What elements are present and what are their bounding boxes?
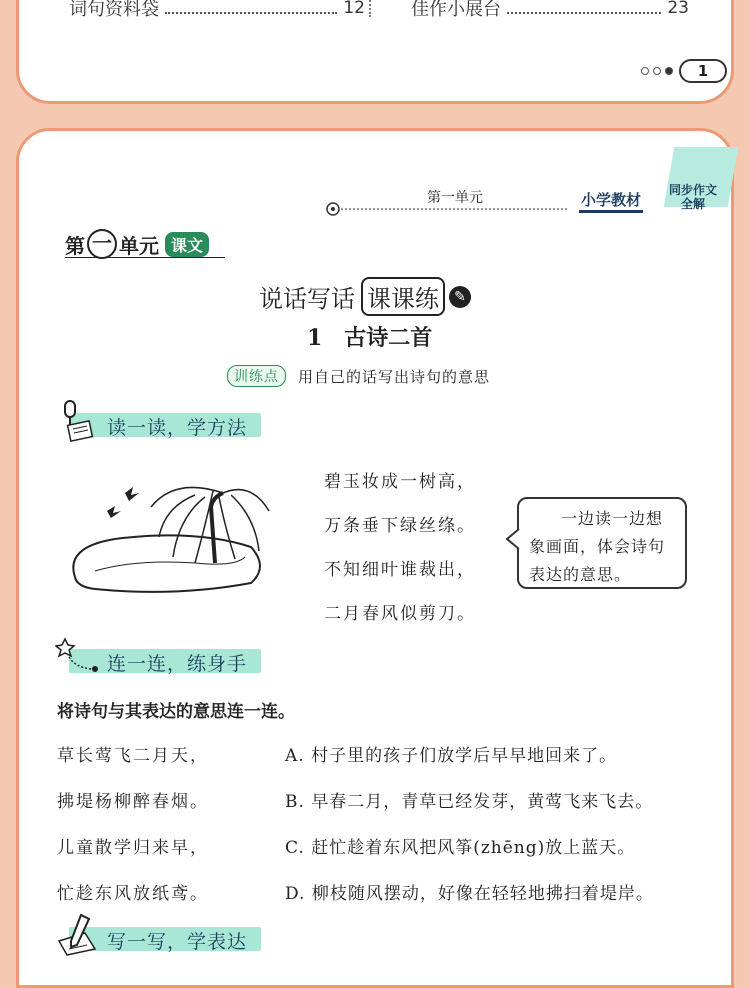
lesson-title: 1 古诗二首: [307, 325, 433, 351]
match-right-item[interactable]: A. 村子里的孩子们放学后早早地回来了。: [285, 746, 618, 766]
willow-tree-illustration: [55, 467, 275, 597]
header-brand: [669, 183, 717, 211]
poem-line: 不知细叶谁裁出，: [324, 560, 476, 580]
unit-tag-kind: 课文: [165, 232, 209, 257]
section-title-main: 说话写话: [259, 285, 355, 313]
header-series: 小学教材: [579, 189, 643, 213]
match-left-item[interactable]: 草长莺飞二月天，: [57, 746, 209, 766]
microphone-icon: [55, 397, 101, 445]
match-left-item[interactable]: 拂堤杨柳醉春烟。: [57, 792, 209, 812]
poem-line: 万条垂下绿丝绦。: [324, 516, 476, 536]
toc-item[interactable]: [69, 0, 365, 21]
toc-card: [16, 0, 734, 104]
brand-line: 同步作文: [669, 183, 718, 197]
pencil-paper-icon: [55, 911, 105, 957]
tip-bubble: 一边读一边想象画面，体会诗句表达的意思。: [517, 497, 687, 589]
toc-page: 12: [343, 0, 365, 18]
section-title: [259, 277, 471, 316]
poem-line: 二月春风似剪刀。: [324, 604, 476, 624]
training-point: [227, 365, 490, 387]
training-text: 用自己的话写出诗句的意思: [298, 367, 491, 386]
toc-title: 佳作小展台: [411, 0, 501, 20]
header-rule: [319, 187, 719, 217]
section-connect-title: 连一连，练身手: [107, 653, 248, 675]
toc-item[interactable]: [411, 0, 689, 21]
toc-title: 词句资料袋: [69, 0, 159, 20]
unit-tag-pre: 第: [65, 233, 85, 258]
section-write-title: 写一写，学表达: [107, 931, 248, 953]
toc-leader: [165, 2, 337, 14]
match-right-item[interactable]: D. 柳枝随风摆动，好像在轻轻地拂扫着堤岸。: [285, 884, 654, 904]
match-left-item[interactable]: 儿童散学归来早，: [57, 838, 209, 858]
match-right-item[interactable]: B. 早春二月，青草已经发芽，黄莺飞来飞去。: [285, 792, 654, 812]
bubble-tail: [505, 527, 521, 551]
pencil-icon: ✎: [449, 286, 471, 308]
toc-divider: [369, 0, 371, 17]
match-left-item[interactable]: 忙趁东风放纸鸢。: [57, 884, 209, 904]
page-card: [16, 128, 734, 988]
section-title-highlight: 课课练: [361, 277, 445, 316]
training-tag: 训练点: [227, 365, 286, 387]
poem-line: 碧玉妆成一树高，: [324, 472, 476, 492]
unit-tag: [65, 229, 209, 259]
toc-leader: [507, 2, 661, 14]
toc-page: 23: [667, 0, 689, 18]
unit-tag-num: 一: [87, 229, 117, 259]
unit-tag-post: 单元: [119, 233, 159, 258]
header-unit: 第一单元: [427, 190, 483, 206]
page-number: 1: [679, 59, 727, 83]
section-read-title: 读一读，学方法: [107, 417, 248, 439]
brand-line: 全解: [681, 197, 706, 211]
star-link-icon: [55, 633, 105, 679]
instruction: 将诗句与其表达的意思连一连。: [57, 702, 295, 722]
unit-tag-underline: [65, 257, 225, 258]
page-number-badge: [641, 59, 727, 83]
match-right-item[interactable]: C. 赶忙趁着东风把风筝(zhēng)放上蓝天。: [285, 838, 636, 858]
